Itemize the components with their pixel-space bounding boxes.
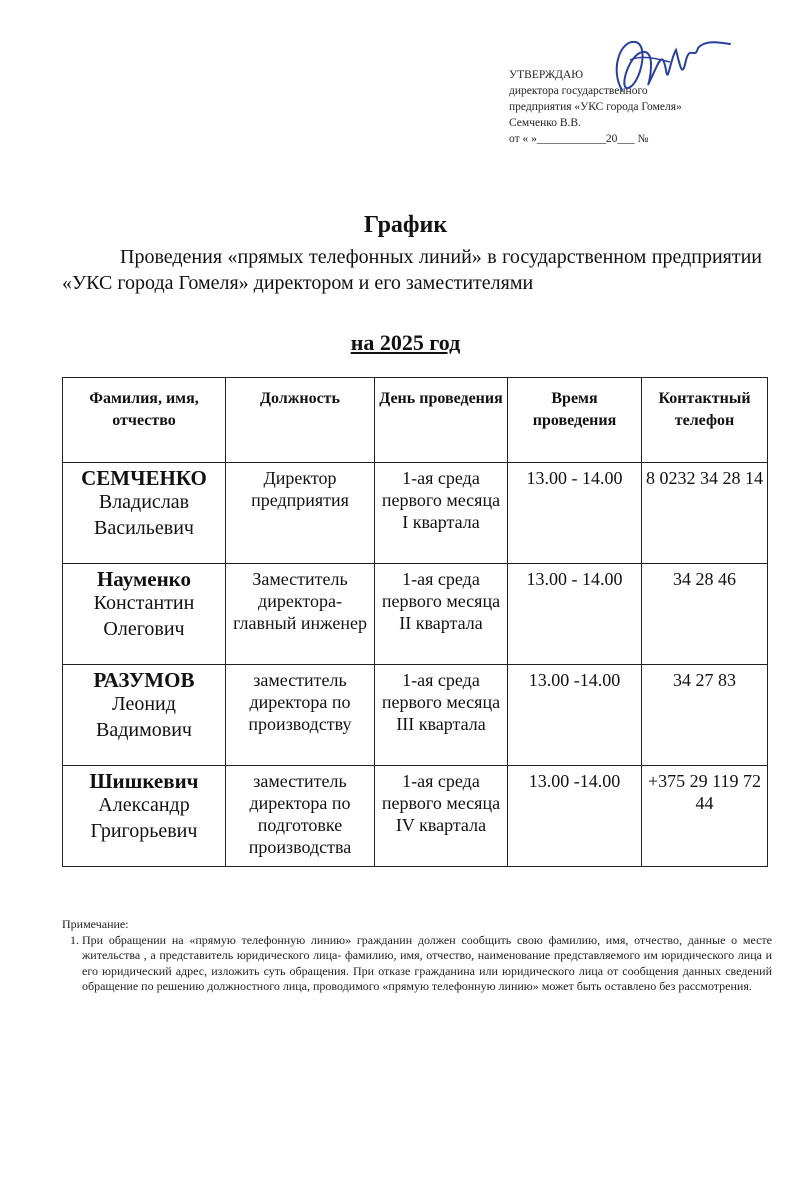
surname: СЕМЧЕНКО (81, 466, 207, 490)
header-time: Время проведения (508, 378, 642, 463)
time-cell: 13.00 -14.00 (508, 766, 642, 867)
header-day: День проведения (375, 378, 508, 463)
phone-cell: 8 0232 34 28 14 (642, 463, 768, 564)
position-cell: Директор предприятия (226, 463, 375, 564)
surname: Шишкевич (89, 769, 199, 793)
table-header-row (63, 378, 768, 463)
time-cell: 13.00 - 14.00 (508, 564, 642, 665)
full-name-cell (63, 665, 226, 766)
note-section (62, 917, 772, 995)
header-full-name: Фамилия, имя, отчество (63, 378, 226, 463)
day-cell: 1-ая среда первого месяца III квартала (375, 665, 508, 766)
approval-organization: предприятия «УКС города Гомеля» (509, 101, 682, 113)
table-row (63, 463, 768, 564)
approval-heading: УТВЕРЖДАЮ (509, 69, 584, 81)
given-names: Александр Григорьевич (90, 794, 198, 842)
day-cell: 1-ая среда первого месяца II квартала (375, 564, 508, 665)
approval-signatory: Семченко В.В. (509, 117, 581, 129)
given-names: Константин Олегович (93, 592, 195, 640)
note-heading: Примечание: (62, 917, 129, 931)
position-cell: заместитель директора по производству (226, 665, 375, 766)
surname: РАЗУМОВ (93, 668, 195, 692)
header-phone: Контактный телефон (642, 378, 768, 463)
given-names: Леонид Вадимович (96, 693, 192, 741)
approval-position: директора государственного (509, 85, 648, 97)
full-name-cell (63, 766, 226, 867)
approval-date-line: от « »____________20___ № (509, 133, 649, 145)
note-list (62, 933, 772, 995)
header-position: Должность (226, 378, 375, 463)
note-item: 1. При обращении на «прямую телефонную линию» гражданин должен сообщить свою фамилию, имя, отчество, данные о месте жительства , а представитель юридического лица- фамилию, имя, отчество, наименование представляемого им юридического лица и его юридический адрес, изложить суть обращения. При отказе гражданина или юридического лица от сообщения данных сведений обращение по решению должностного лица, проводимого «прямую телефонную линию» может быть оставлено без рассмотрения. (82, 933, 772, 995)
table-row (63, 564, 768, 665)
full-name-cell (63, 463, 226, 564)
full-name-cell (63, 564, 226, 665)
phone-cell: 34 27 83 (642, 665, 768, 766)
position-cell: заместитель директора по подготовке производства (226, 766, 375, 867)
time-cell: 13.00 -14.00 (508, 665, 642, 766)
phone-cell: 34 28 46 (642, 564, 768, 665)
handwritten-signature (600, 30, 740, 120)
position-cell: Заместитель директора-главный инженер (226, 564, 375, 665)
day-cell: 1-ая среда первого месяца IV квартала (375, 766, 508, 867)
table-row (63, 665, 768, 766)
day-cell: 1-ая среда первого месяца I квартала (375, 463, 508, 564)
schedule-year: на 2025 год (350, 330, 461, 355)
time-cell: 13.00 - 14.00 (508, 463, 642, 564)
document-title: График (363, 212, 448, 238)
given-names: Владислав Васильевич (94, 491, 194, 539)
surname: Науменко (96, 567, 192, 591)
hotline-schedule-table (62, 377, 768, 867)
table-row (63, 766, 768, 867)
document-subtitle: Проведения «прямых телефонных линий» в государственном предприятии «УКС города Гомеля» директором и его заместителями (62, 246, 762, 294)
phone-cell: +375 29 119 72 44 (642, 766, 768, 867)
